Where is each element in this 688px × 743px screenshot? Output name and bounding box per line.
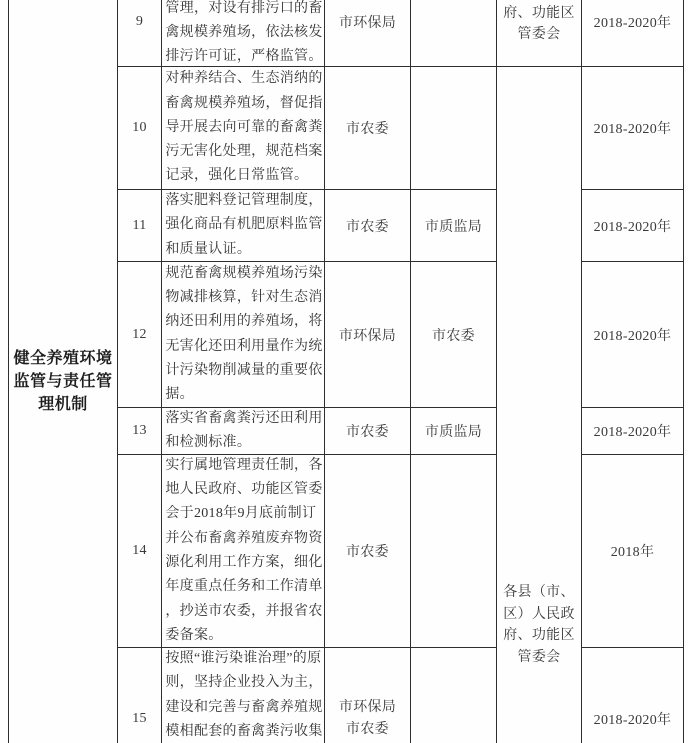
task-text: 按照“谁污染谁治理”的原 则，坚持企业投入为主， 建设和完善与畜禽养殖规 模相配套的畜禽粪污收集 bbox=[165, 650, 323, 739]
task-cell bbox=[162, 648, 325, 743]
time-cell bbox=[582, 0, 684, 67]
time-cell bbox=[582, 262, 684, 408]
support-unit: 市农委 bbox=[432, 328, 475, 344]
support-unit-cell bbox=[411, 0, 497, 67]
support-unit-cell bbox=[411, 190, 497, 262]
lead-unit-cell bbox=[325, 648, 411, 743]
lead-unit: 市农委 bbox=[346, 122, 389, 137]
category-label: 健全养殖环境 监管与责任管 理机制 bbox=[13, 350, 113, 413]
lead-unit: 市农委 bbox=[346, 219, 389, 235]
task-cell bbox=[162, 408, 325, 455]
serial-cell bbox=[118, 0, 162, 67]
jurisdiction-label: 府、功能区 管委会 bbox=[503, 6, 575, 42]
serial-cell bbox=[118, 67, 162, 190]
time-cell bbox=[582, 190, 684, 262]
time-range: 2018-2020年 bbox=[593, 219, 672, 235]
serial-number: 9 bbox=[135, 14, 144, 29]
lead-unit: 市农委 bbox=[346, 425, 389, 440]
support-unit: 市质监局 bbox=[424, 425, 483, 440]
jurisdiction-cell-merged bbox=[497, 67, 582, 743]
support-unit-cell bbox=[411, 455, 497, 648]
time-range: 2018-2020年 bbox=[593, 16, 672, 31]
serial-cell bbox=[118, 455, 162, 648]
lead-unit-cell bbox=[325, 0, 411, 67]
support-unit-cell bbox=[411, 408, 497, 455]
task-cell bbox=[162, 190, 325, 262]
time-range: 2018-2020年 bbox=[593, 122, 672, 137]
task-text: 实行属地管理责任制，各 地人民政府、功能区管委 会于2018年9月底前制订 并公布畜禽养殖废弃物资 源化利用工作方案，细化 年度重点任务和工作清单 ，抄送市农委，并报省农 委备案。 bbox=[165, 457, 323, 643]
time-range: 2018-2020年 bbox=[593, 425, 672, 440]
lead-unit-cell bbox=[325, 408, 411, 455]
lead-unit: 市农委 bbox=[346, 545, 389, 560]
serial-number: 15 bbox=[132, 710, 147, 726]
serial-number: 12 bbox=[132, 326, 147, 342]
serial-number: 13 bbox=[132, 423, 147, 438]
serial-cell bbox=[118, 648, 162, 743]
support-unit-cell bbox=[411, 262, 497, 408]
jurisdiction-cell-continued bbox=[497, 0, 582, 67]
lead-unit-cell bbox=[325, 190, 411, 262]
serial-cell bbox=[118, 190, 162, 262]
time-cell bbox=[582, 408, 684, 455]
time-cell bbox=[582, 455, 684, 648]
serial-number: 10 bbox=[132, 120, 147, 135]
support-unit: 市质监局 bbox=[424, 219, 483, 235]
task-text: 规范畜禽规模养殖场污染 物减排核算，针对生态消 纳还田利用的养殖场，将 无害化还田利用量作为统 计污染物削减量的重要依 据。 bbox=[165, 265, 323, 403]
lead-unit-cell bbox=[325, 262, 411, 408]
serial-number: 11 bbox=[132, 217, 147, 233]
lead-unit: 市环保局 市农委 bbox=[338, 699, 397, 737]
serial-cell bbox=[118, 262, 162, 408]
jurisdiction-label: 各县（市、 区）人民政 府、功能区 管委会 bbox=[503, 585, 575, 665]
task-cell bbox=[162, 455, 325, 648]
task-cell bbox=[162, 67, 325, 190]
time-cell bbox=[582, 67, 684, 190]
task-cell bbox=[162, 0, 325, 67]
time-range: 2018年 bbox=[610, 545, 655, 560]
lead-unit: 市环保局 bbox=[338, 16, 397, 31]
task-text: 管理，对设有排污口的畜 禽规模养殖场，依法核发 排污许可证，严格监管。 bbox=[165, 0, 323, 65]
task-text: 对种养结合、生态消纳的 畜禽规模养殖场，督促指 导开展去向可靠的畜禽粪 污无害化处理，规范档案 记录，强化日常监管。 bbox=[165, 71, 323, 184]
task-text: 落实肥料登记管理制度， 强化商品有机肥原料监管 和质量认证。 bbox=[165, 193, 323, 257]
time-range: 2018-2020年 bbox=[593, 328, 672, 344]
support-unit-cell bbox=[411, 67, 497, 190]
serial-cell bbox=[118, 408, 162, 455]
lead-unit-cell bbox=[325, 455, 411, 648]
task-text: 落实省畜禽粪污还田利用 和检测标准。 bbox=[165, 410, 323, 450]
task-cell bbox=[162, 262, 325, 408]
support-unit-cell bbox=[411, 648, 497, 743]
lead-unit: 市环保局 bbox=[338, 328, 397, 344]
serial-number: 14 bbox=[132, 543, 147, 558]
time-cell bbox=[582, 648, 684, 743]
time-range: 2018-2020年 bbox=[593, 712, 672, 728]
lead-unit-cell bbox=[325, 67, 411, 190]
category-cell bbox=[8, 0, 118, 743]
